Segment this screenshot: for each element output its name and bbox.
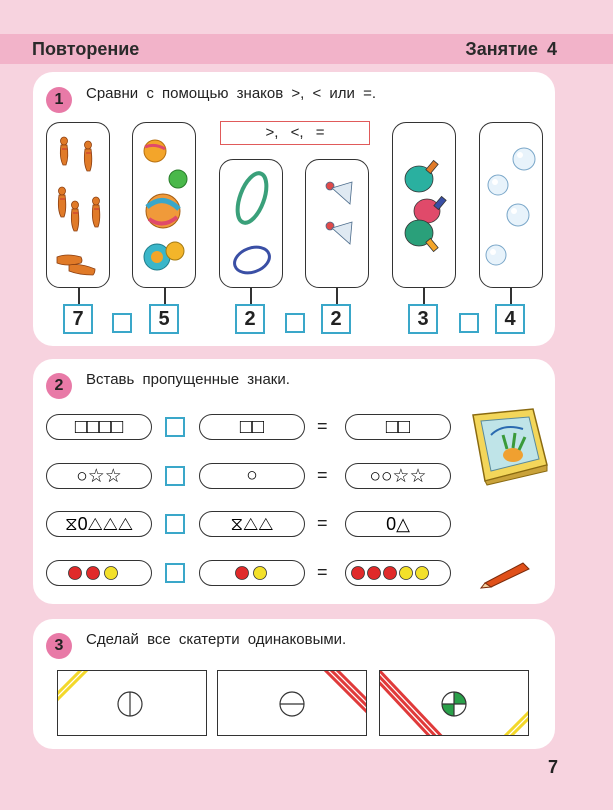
answer-box-1[interactable] <box>112 313 132 333</box>
racket-icon <box>393 123 457 289</box>
ring-icon <box>220 160 284 289</box>
balls-box <box>132 122 196 288</box>
section-title: Повторение <box>32 39 140 59</box>
shapes: □□ <box>385 415 411 438</box>
task2-card <box>33 359 555 604</box>
connector <box>336 288 338 304</box>
shapes: 0△ <box>386 513 410 534</box>
expr-c <box>345 414 451 440</box>
book-icon <box>463 405 551 487</box>
task1-text: Сравни с помощью знаков >, < или =. <box>86 85 377 102</box>
task2-number: 2 <box>46 373 72 399</box>
ball-icon <box>133 123 197 289</box>
missing-sign-box[interactable] <box>165 417 185 437</box>
expr-c <box>345 463 451 489</box>
circle-icon <box>234 565 270 581</box>
shuttlecock-icon <box>306 160 370 289</box>
bubble-icon <box>480 123 544 289</box>
connector <box>78 288 80 304</box>
answer-box-2[interactable] <box>285 313 305 333</box>
task3-number: 3 <box>46 633 72 659</box>
circle-icon <box>350 565 446 581</box>
expr-c <box>345 560 451 586</box>
count-box-4: 2 <box>321 304 351 334</box>
circle-icon <box>442 692 466 716</box>
bubbles-box <box>479 122 543 288</box>
circle-icon <box>118 692 142 716</box>
shapes: ⧖0△△△ <box>64 513 133 534</box>
circle-icon <box>280 692 304 716</box>
expr-a <box>46 414 152 440</box>
lesson-title: Занятие 4 <box>465 39 557 59</box>
shapes: ⧖△△ <box>230 513 274 534</box>
task2-text: Вставь пропущенные знаки. <box>86 371 290 388</box>
page-number: 7 <box>547 757 558 777</box>
signs-box: >, <, = <box>220 121 370 145</box>
missing-sign-box[interactable] <box>165 466 185 486</box>
expr-a <box>46 463 152 489</box>
expr-b <box>199 511 305 537</box>
tablecloth-2 <box>217 670 367 736</box>
count-box-3: 2 <box>235 304 265 334</box>
missing-sign-box[interactable] <box>165 563 185 583</box>
tablecloth-1 <box>57 670 207 736</box>
expr-a <box>46 560 152 586</box>
connector <box>250 288 252 304</box>
circle-icon <box>67 565 131 581</box>
task1-number: 1 <box>46 87 72 113</box>
pencil-icon <box>479 559 533 589</box>
equals-sign: = <box>317 562 328 582</box>
shapes: □□ <box>239 415 265 438</box>
connector <box>164 288 166 304</box>
equals-sign: = <box>317 416 328 436</box>
task3-card <box>33 619 555 749</box>
count-box-2: 5 <box>149 304 179 334</box>
answer-box-3[interactable] <box>459 313 479 333</box>
expr-b <box>199 463 305 489</box>
count-box-5: 3 <box>408 304 438 334</box>
tablecloth-3 <box>379 670 529 736</box>
connector <box>510 288 512 304</box>
expr-b <box>199 414 305 440</box>
shapes: ○☆☆ <box>76 465 122 487</box>
task1-card <box>33 72 555 346</box>
bowling-pin-icon <box>47 123 111 289</box>
equals-sign: = <box>317 513 328 533</box>
missing-sign-box[interactable] <box>165 514 185 534</box>
equals-sign: = <box>317 465 328 485</box>
task3-text: Сделай все скатерти одинаковыми. <box>86 631 347 648</box>
count-box-1: 7 <box>63 304 93 334</box>
shapes: □□□□ <box>74 415 124 438</box>
count-box-6: 4 <box>495 304 525 334</box>
expr-c <box>345 511 451 537</box>
shapes: ○ <box>246 465 258 486</box>
rings-box <box>219 159 283 288</box>
shuttlecocks-box <box>305 159 369 288</box>
pins-box <box>46 122 110 288</box>
connector <box>423 288 425 304</box>
shapes: ○○☆☆ <box>369 465 427 487</box>
expr-a <box>46 511 152 537</box>
expr-b <box>199 560 305 586</box>
rackets-box <box>392 122 456 288</box>
